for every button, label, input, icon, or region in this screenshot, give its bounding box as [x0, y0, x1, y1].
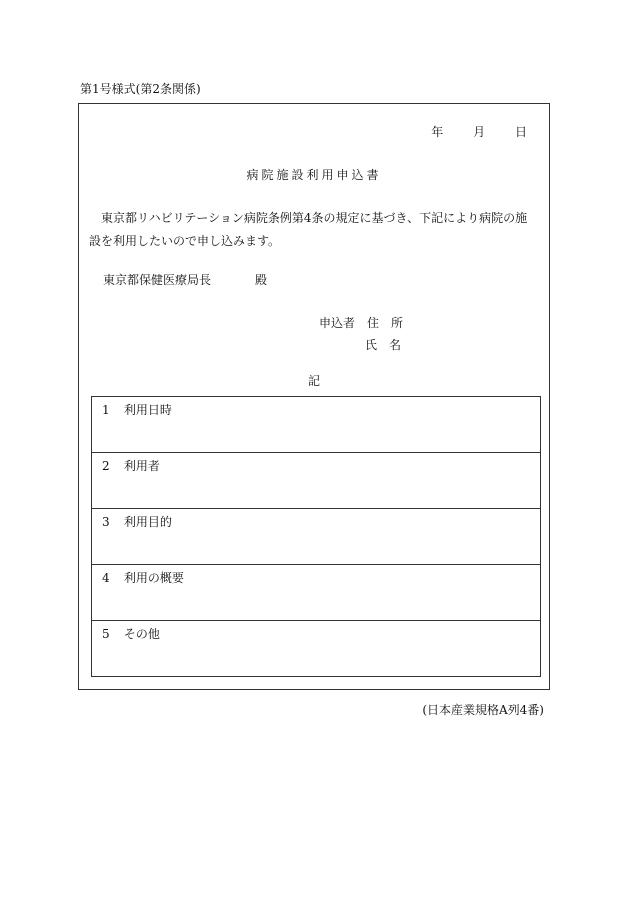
- item-row-other[interactable]: [92, 621, 540, 676]
- item-label: 利用の概要: [123, 571, 184, 585]
- item-number: 1: [102, 403, 110, 417]
- applicant-name-label: 氏 名: [365, 338, 402, 352]
- item-number: 3: [102, 515, 110, 529]
- item-row-overview[interactable]: [92, 565, 540, 621]
- month-label: 月: [473, 125, 486, 139]
- item-row-usage-datetime[interactable]: [92, 397, 540, 453]
- form-number: 第1号様式(第2条関係): [80, 82, 201, 96]
- day-label: 日: [514, 125, 527, 139]
- addressee: 東京都保健医療局長: [103, 273, 212, 287]
- honorific: 殿: [255, 273, 268, 287]
- items-table: [91, 396, 541, 677]
- date-line: [405, 123, 527, 140]
- item-label: その他: [123, 627, 160, 641]
- ki-heading: 記: [307, 374, 320, 388]
- item-label: 利用目的: [123, 515, 172, 529]
- item-number: 4: [102, 571, 110, 585]
- applicant-address-label: 申込者 住 所: [319, 316, 404, 330]
- item-label: 利用日時: [123, 403, 172, 417]
- item-row-user[interactable]: [92, 453, 540, 509]
- form-title: 病院施設利用申込書: [246, 168, 382, 182]
- body-text: 東京都リハビリテーション病院条例第4条の規定に基づき、下記により病院の施設を利用したいので申し込みます。: [89, 211, 528, 248]
- item-label: 利用者: [123, 459, 160, 473]
- item-number: 5: [102, 627, 110, 641]
- item-number: 2: [102, 459, 110, 473]
- paper-size-note: (日本産業規格A列4番): [422, 703, 544, 717]
- item-row-purpose[interactable]: [92, 509, 540, 565]
- form-frame: [78, 103, 550, 690]
- year-label: 年: [431, 125, 444, 139]
